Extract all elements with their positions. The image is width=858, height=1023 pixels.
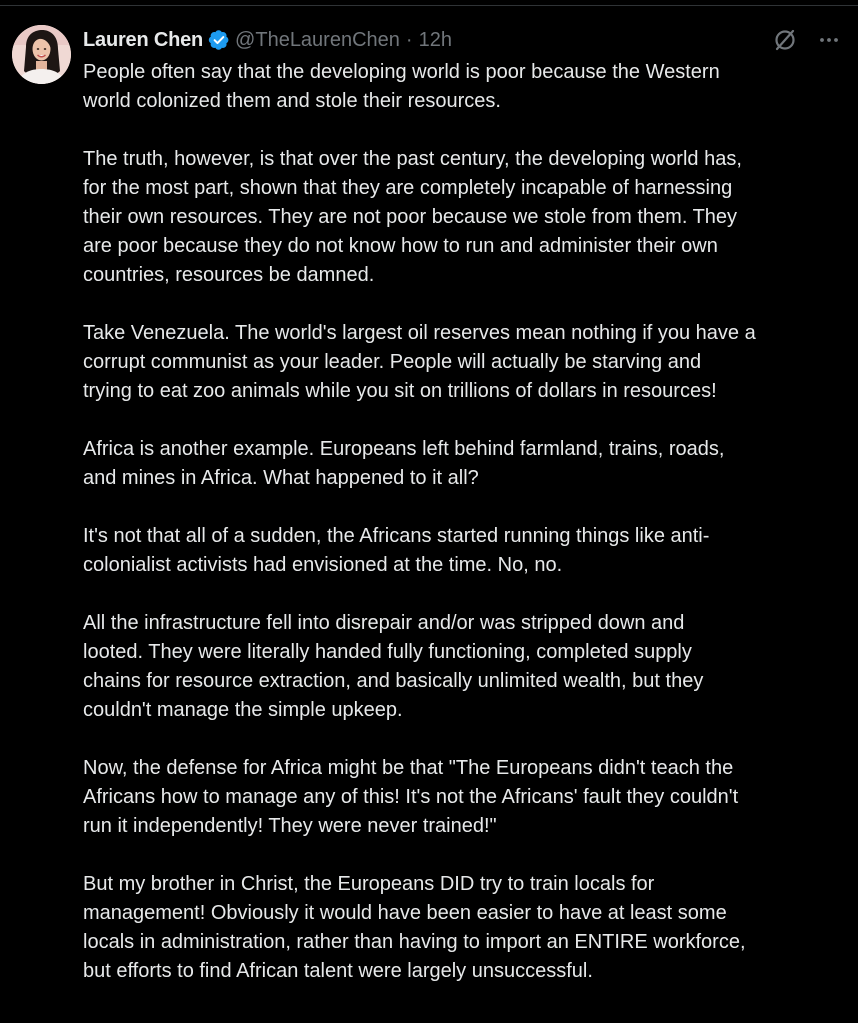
tweet-header <box>83 26 783 54</box>
separator-dot: · <box>405 28 413 51</box>
tweet-paragraph: All the infrastructure fell into disrepair and/or was stripped down and looted. They were literally handed fully functioning, completed supply chains for resource extraction, and basically unlimited wealth, but they couldn't manage the simple upkeep. <box>83 612 704 721</box>
tweet-paragraph: But my brother in Christ, the Europeans DID try to train locals for management! Obviously it would have been easier to have at least some locals in administration, rather than having to import an ENTIRE workforce, but efforts to find African talent were largely unsuccessful. <box>83 873 746 982</box>
tweet-actions <box>772 26 842 54</box>
avatar[interactable] <box>12 25 71 84</box>
slashed-circle-icon[interactable] <box>772 27 798 53</box>
verified-badge-icon[interactable] <box>208 29 230 51</box>
timestamp[interactable]: 12h <box>418 28 452 51</box>
tweet-paragraph: The truth, however, is that over the past century, the developing world has, for the most part, shown that they are completely incapable of harnessing their own resources. They are not poor because we stole from them. They are poor because they do not know how to run and administer their own countries, resources be damned. <box>83 148 742 286</box>
more-icon[interactable] <box>816 27 842 53</box>
user-handle[interactable]: @TheLaurenChen <box>235 28 400 51</box>
tweet-paragraph: Take Venezuela. The world's largest oil reserves mean nothing if you have a corrupt communist as your leader. People will actually be starving and trying to eat zoo animals while you sit on trillions of dollars in resources! <box>83 322 756 402</box>
tweet-paragraph: Now, the defense for Africa might be that "The Europeans didn't teach the Africans how to manage any of this! It's not the Africans' fault they couldn't run it independently! They were never trained!" <box>83 757 739 837</box>
display-name[interactable]: Lauren Chen <box>83 28 204 51</box>
tweet-paragraph: People often say that the developing world is poor because the Western world colonized them and stole their resources. <box>83 61 720 112</box>
tweet-paragraph: Africa is another example. Europeans left behind farmland, trains, roads, and mines in Africa. What happened to it all? <box>83 438 725 489</box>
tweet-text <box>83 58 838 986</box>
tweet-paragraph: It's not that all of a sudden, the Africans started running things like anti- colonialist activists had envisioned at the time. No, no. <box>83 525 710 576</box>
avatar-image <box>12 25 71 84</box>
